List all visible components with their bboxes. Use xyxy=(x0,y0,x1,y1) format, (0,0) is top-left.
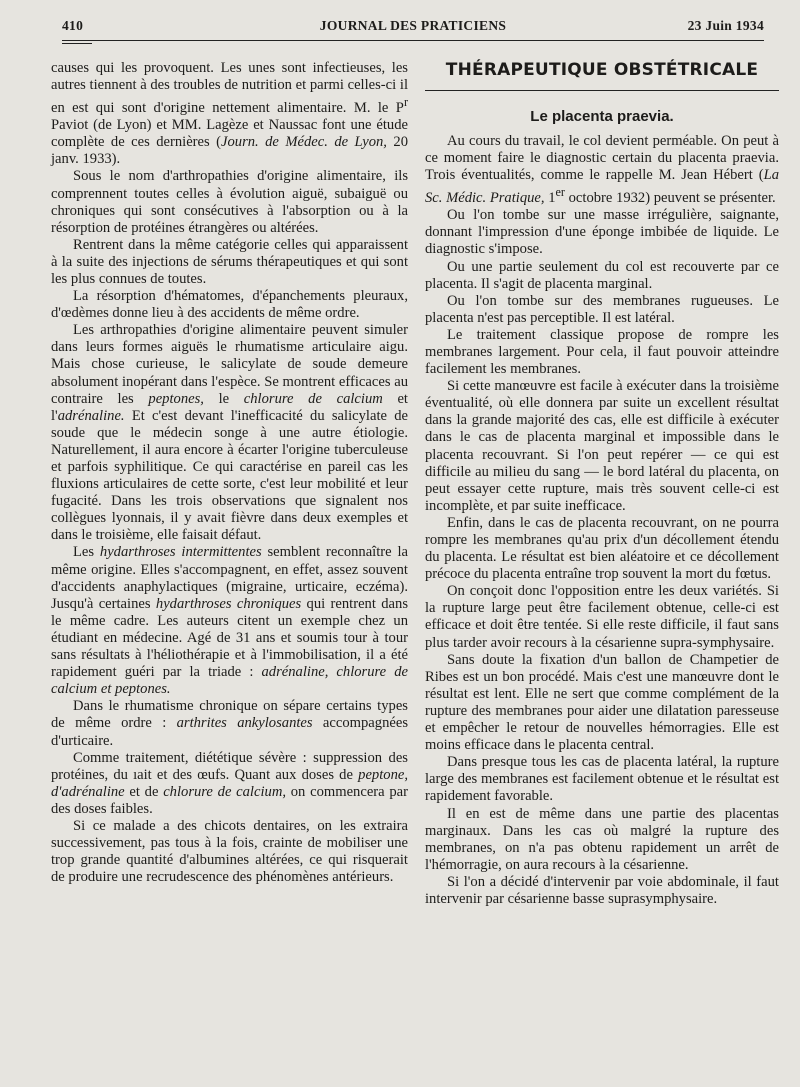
paragraph: Rentrent dans la même catégorie celles qui apparaissent à la suite des injections de sérums thérapeutiques et qui sont les plus connues de toutes. xyxy=(51,236,408,287)
paragraph: Sous le nom d'arthropathies d'origine alimentaire, ils comprennent toutes celles à évolution aiguë, subaiguë ou chroniques qui sont consécutives à l'absorption ou à la résorption de protéines étrangères ou altérées. xyxy=(51,168,408,236)
paragraph: La résorption d'hématomes, d'épanchements pleuraux, d'œdèmes donne lieu à des accidents de même ordre. xyxy=(51,288,408,322)
header-short-rule xyxy=(62,43,92,44)
paragraph: Ou l'on tombe sur des membranes rugueuses. Le placenta n'est pas perceptible. Il est latéral. xyxy=(425,292,779,326)
section-title: THÉRAPEUTIQUE OBSTÉTRICALE xyxy=(445,60,759,80)
paragraph: Dans le rhumatisme chronique on sépare certains types de même ordre : arthrites ankylosantes accompagnées d'urticaire. xyxy=(51,698,409,749)
paragraph: Si ce malade a des chicots dentaires, on les extraira successivement, pas tous à la fois, crainte de mobiliser une trop grande quantité d'albumines altérées, ce qui risquerait de produire une recrudescence des phénomènes antérieurs. xyxy=(51,817,408,886)
paragraph: causes qui les provoquent. Les unes sont infectieuses, les autres tiennent à des troubles de nutrition et parmi celles-ci il en est qui sont d'origine nettement alimentaire. M. le $P^r$ Paviot (de Lyon) et MM. Lagèze et Naussac font une étude complète de ces dernières (Journ. de Médec. de Lyon, 20 janv. 1933). xyxy=(51,60,408,168)
paragraph: Enfin, dans le cas de placenta recouvrant, on ne pourra rompre les membranes qu'au prix d'un décollement étendu du placenta. Le résultat est bien aléatoire et ce décollement précoce du placenta entraîne trop souvent la mort du fœtus. xyxy=(425,514,779,583)
section-rule xyxy=(425,90,779,91)
paragraph: Ou une partie seulement du col est recouverte par ce placenta. Il s'agit de placenta marginal. xyxy=(425,258,779,292)
paragraph: Si l'on a décidé d'intervenir par voie abdominale, il faut intervenir par césarienne basse suprasymphysaire. xyxy=(425,873,779,907)
paragraph: Le traitement classique propose de rompre les membranes largement. Pour cela, il faut pouvoir atteindre facilement les membranes. xyxy=(425,326,779,378)
paragraph: Sans doute la fixation d'un ballon de Champetier de Ribes est un bon procédé. Mais c'est une manœuvre dont le résultat est lent. Elle ne sert que comme complément de la rupture des membranes pour aider une dilatation paresseuse et empêcher le retour de nouvelles hémorragies. Elle est moins efficace dans le placenta central. xyxy=(425,651,779,754)
right-column xyxy=(425,60,779,908)
page-number: 410 xyxy=(62,18,84,33)
paragraph: Comme traitement, diététique sévère : suppression des protéines, du ıait et des œufs. Quant aux doses de peptone, d'adrénaline et de chlorure de calcium, on commencera par des doses faibles. xyxy=(51,749,409,817)
left-column xyxy=(51,60,408,886)
paragraph: Si cette manœuvre est facile à exécuter dans la troisième éventualité, où elle donnera par suite un excellent résultat dans la grande majorité des cas, elle est difficile à exécuter dans le cas de placenta marginal et impossible dans le placenta recouvrant. Si l'on peut repérer — ce qui est difficile au milieu du sang — le bord latéral du placenta, on peut essayer cette rupture, mais très souvent celle-ci est incomplète, et par suite inefficace. xyxy=(425,378,779,514)
paragraph: Les arthropathies d'origine alimentaire peuvent simuler dans leurs formes aiguës le rhumatisme articulaire aigu. Mais chose curieuse, le salicylate de soude demeure absolument inopérant dans l'espèce. Se montrent efficaces au contraire les peptones, le chlorure de calcium et l'adrénaline. Et c'est devant l'inefficacité du salicylate de soude que le médecin songe à une autre étiologie. Naturellement, il aura encore à écarter l'origine tuberculeuse et parfois syphilitique. Ce qui caractérise en pareil cas les fluxions articulaires de cette sorte, c'est leur mobilité et leur fugacité. Dans les trois observations que signalent nos collègues lyonnais, il y avait fièvre dans deux exemples et dans le troisième, elle faisait défaut. xyxy=(51,322,408,544)
journal-title: JOURNAL DES PRATICIENS xyxy=(319,18,507,33)
paragraph: Il en est de même dans une partie des placentas marginaux. Dans les cas où malgré la rupture des membranes, on n'a pas obtenu rapidement un arrêt de l'hémorragie, on aura recours à la césarienne. xyxy=(425,805,779,873)
paragraph: On conçoit donc l'opposition entre les deux variétés. Si la rupture large peut être facilement obtenue, celle-ci est efficace et doit être tentée. Si elle reste difficile, il faut sans plus tarder avoir recours à la césarienne supra-symphysaire. xyxy=(425,583,779,651)
paragraph: Au cours du travail, le col devient perméable. On peut à ce moment faire le diagnostic certain du placenta praevia. Trois éventualités, comme le rappelle M. Jean Hébert (La Sc. Médic. Pratique, 1er octobre 1932) peuvent se présenter. xyxy=(425,133,779,207)
issue-date: 23 Juin 1934 xyxy=(687,18,764,33)
article-title: Le placenta praevia. xyxy=(530,108,674,125)
paragraph: Dans presque tous les cas de placenta latéral, la rupture large des membranes est facilement obtenue et le résultat est rapidement favorable. xyxy=(425,754,779,805)
paragraph: Ou l'on tombe sur une masse irrégulière, saignante, donnant l'impression d'une éponge imbibée de liquide. Le diagnostic s'impose. xyxy=(425,207,779,258)
header-rule xyxy=(62,40,764,41)
paragraph: Les hydarthroses intermittentes semblent reconnaître la même origine. Elles s'accompagnent, en effet, assez souvent d'accidents anaphylactiques (migraine, urticaire, eczéma). Jusqu'à certaines hydarthroses chroniques qui rentrent dans le même cadre. Les auteurs citent un exemple chez un étudiant en médecine. Agé de 31 ans et soumis tour à tour sans résultats à l'héliothérapie et à l'immobilisation, il a été rapidement guéri par la triade : adrénaline, chlorure de calcium et peptones. xyxy=(51,544,408,698)
page-header xyxy=(62,18,764,40)
